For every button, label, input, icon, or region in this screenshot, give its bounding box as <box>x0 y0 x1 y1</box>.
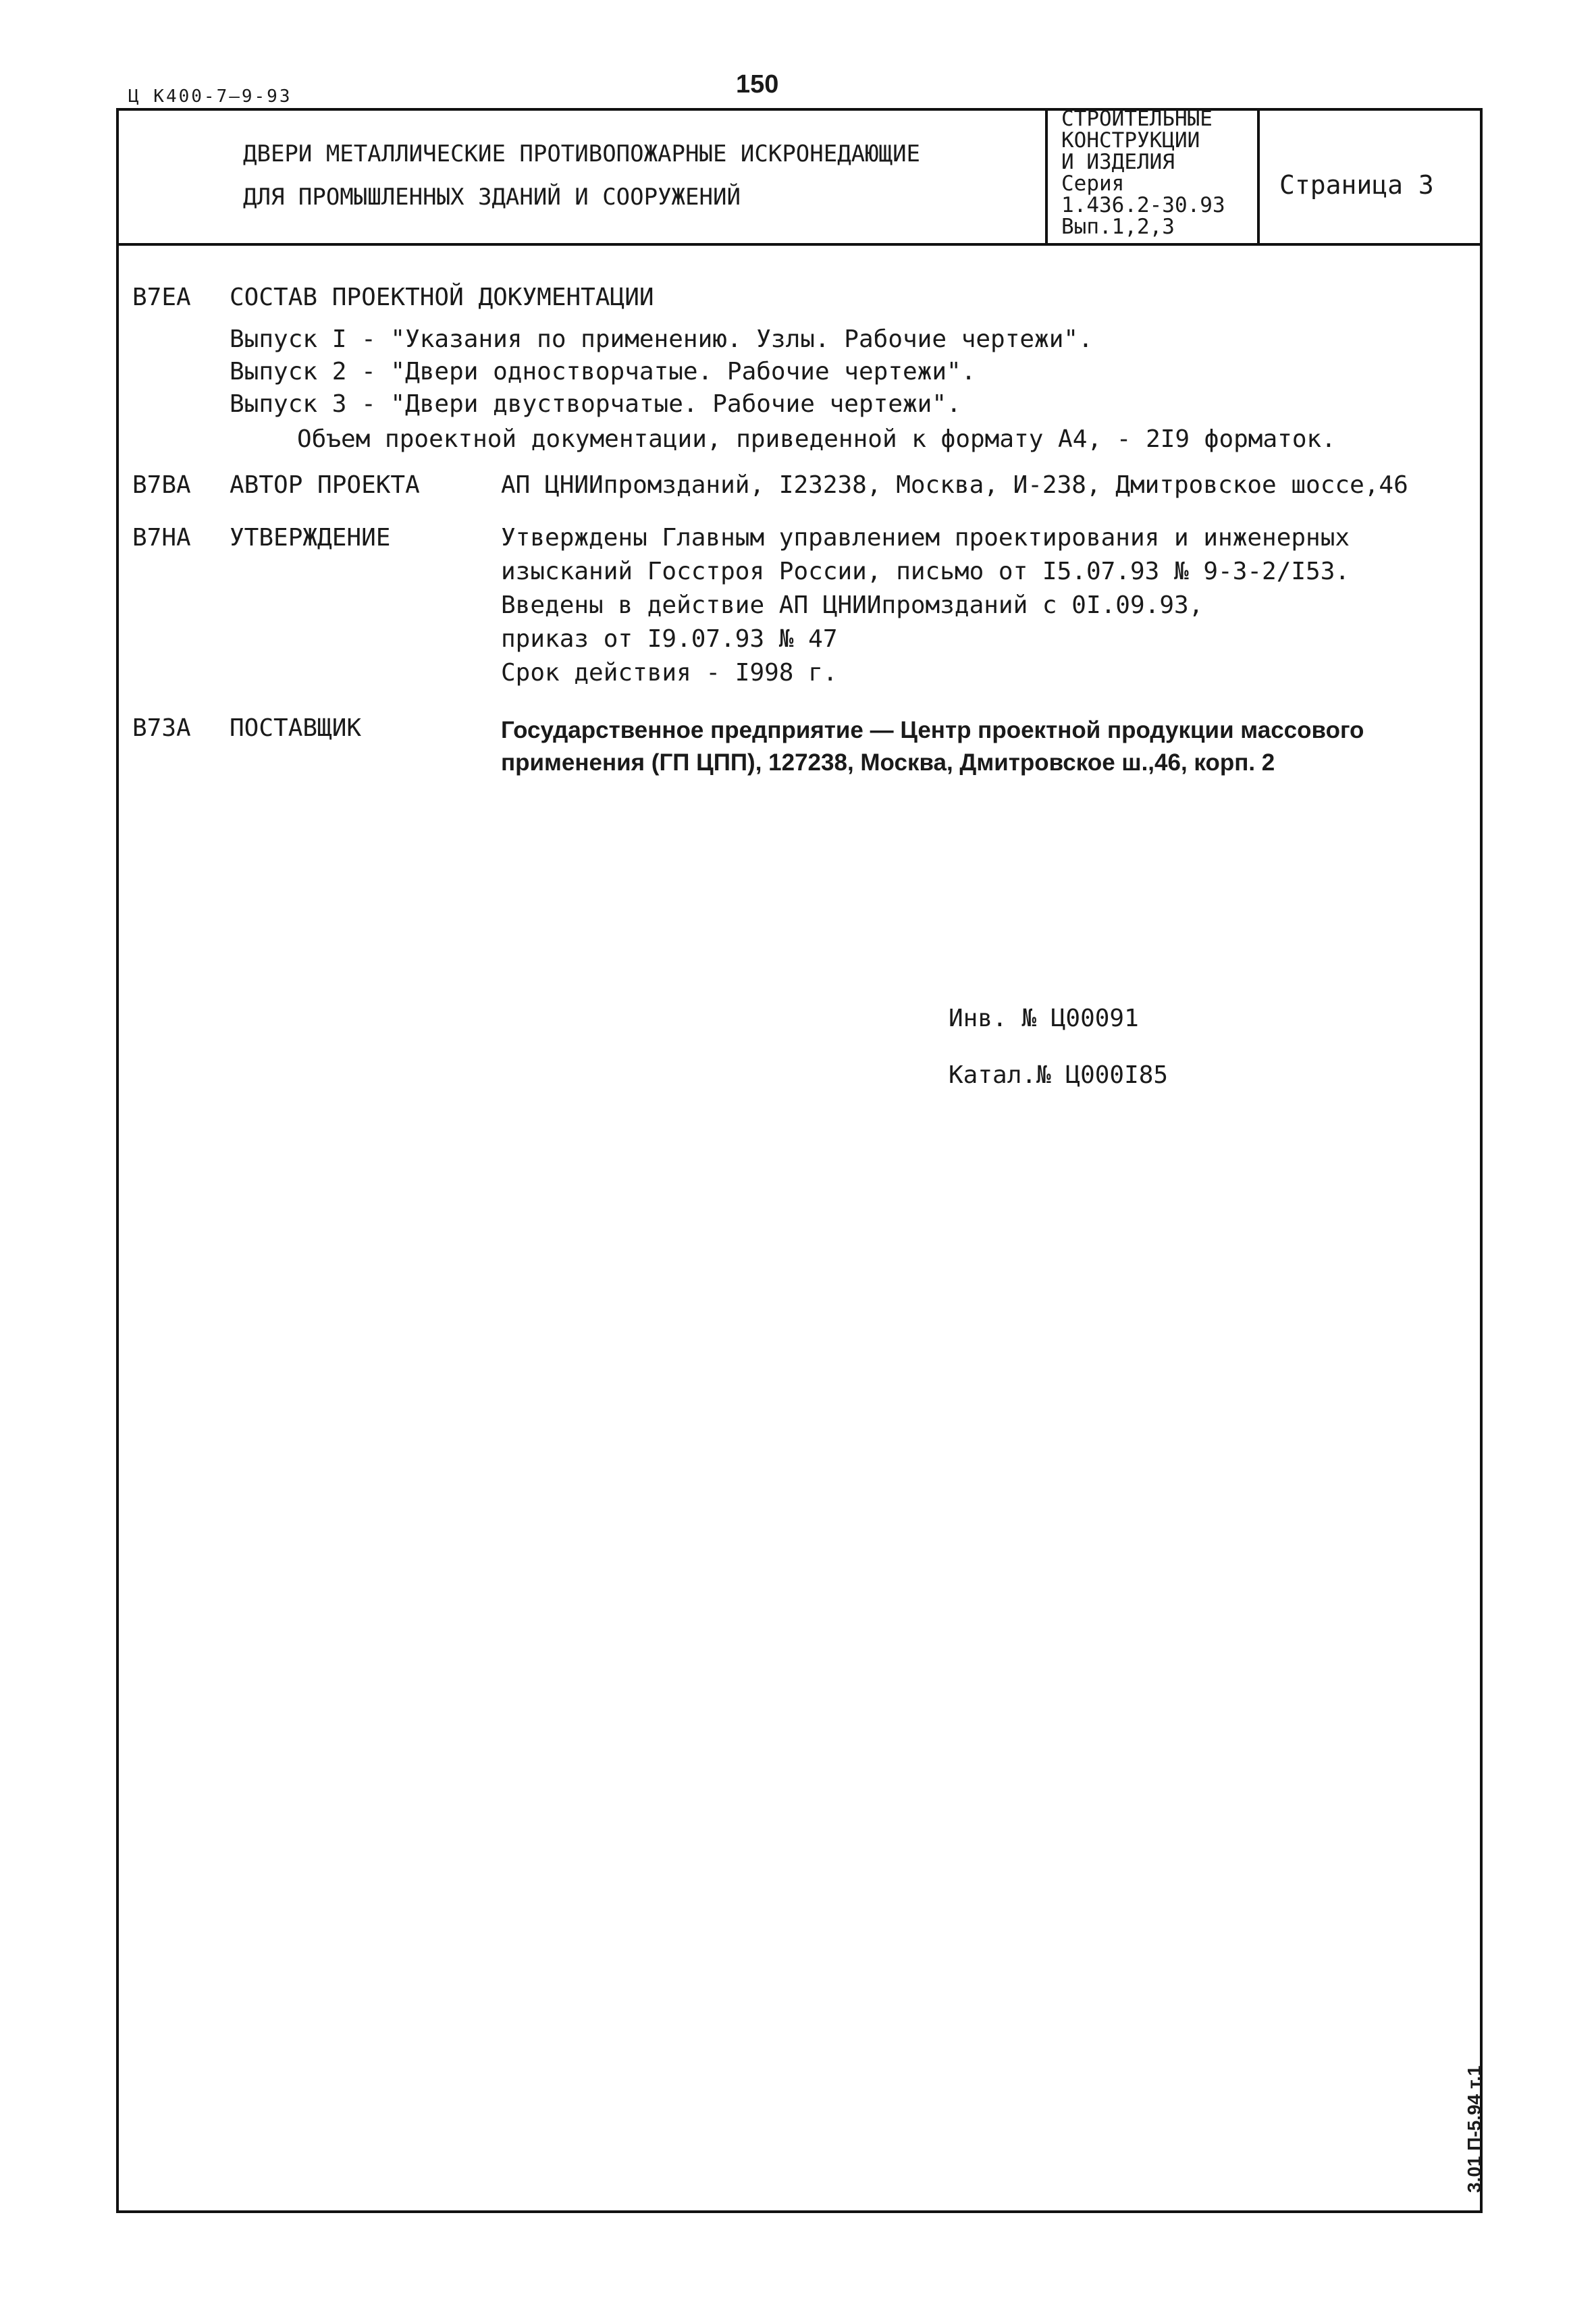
approval-label: УТВЕРЖДЕНИЕ <box>230 524 391 552</box>
title-block <box>116 108 1480 246</box>
author-text: АП ЦНИИпромзданий, I23238, Москва, И-238, Дмитровское шоссе,46 <box>501 471 1408 499</box>
series-line: 1.436.2-30.93 <box>1061 193 1225 217</box>
issue-1: Выпуск I - "Указания по применению. Узлы. Рабочие чертежи". <box>230 325 1093 353</box>
title-divider-2 <box>1257 108 1260 243</box>
page-label: Страница 3 <box>1279 170 1434 200</box>
author-code: В7ВА <box>132 471 191 499</box>
approval-line-4: приказ от I9.07.93 № 47 <box>501 625 838 653</box>
approval-line-1: Утверждены Главным управлением проектирования и инженерных <box>501 524 1350 552</box>
supplier-line-1: Государственное предприятие — Центр проектной продукции массового <box>501 717 1364 743</box>
issue-2: Выпуск 2 - "Двери одностворчатые. Рабочие чертежи". <box>230 358 976 386</box>
composition-code: В7ЕА <box>132 284 191 311</box>
approval-code: В7НА <box>132 524 191 552</box>
side-stamp: 3.01 П-5.94 т.1 <box>1464 2065 1485 2193</box>
series-line: СТРОИТЕЛЬНЫЕ <box>1061 108 1213 131</box>
title-line-2: ДЛЯ ПРОМЫШЛЕННЫХ ЗДАНИЙ И СООРУЖЕНИЙ <box>243 184 741 211</box>
title-divider-1 <box>1045 108 1048 243</box>
supplier-code: В7ЗА <box>132 714 191 742</box>
author-label: АВТОР ПРОЕКТА <box>230 471 420 499</box>
composition-label: СОСТАВ ПРОЕКТНОЙ ДОКУМЕНТАЦИИ <box>230 284 654 311</box>
issue-3: Выпуск 3 - "Двери двустворчатые. Рабочие чертежи". <box>230 390 961 418</box>
inventory-number: Инв. № Ц00091 <box>949 1005 1139 1032</box>
page-frame <box>116 108 1483 2213</box>
supplier-line-2: применения (ГП ЦПП), 127238, Москва, Дмитровское ш.,46, корп. 2 <box>501 749 1275 776</box>
catalog-number: Катал.№ Ц000I85 <box>949 1061 1169 1089</box>
title-line-1: ДВЕРИ МЕТАЛЛИЧЕСКИЕ ПРОТИВОПОЖАРНЫЕ ИСКРОНЕДАЮЩИЕ <box>243 140 921 167</box>
series-line: Серия <box>1061 171 1125 196</box>
supplier-label: ПОСТАВЩИК <box>230 714 362 742</box>
approval-line-5: Срок действия - I998 г. <box>501 659 838 687</box>
series-line: КОНСТРУКЦИИ <box>1061 128 1200 153</box>
series-block <box>1061 108 1257 243</box>
supplier-text <box>501 714 1460 779</box>
series-line: И ИЗДЕЛИЯ <box>1061 150 1175 174</box>
series-line: Вып.1,2,3 <box>1061 215 1175 239</box>
page-number: 150 <box>736 70 779 99</box>
approval-line-2: изысканий Госстроя России, письмо от I5.07.93 № 9-3-2/I53. <box>501 558 1350 585</box>
document-code: Ц К400-7—9-93 <box>128 86 292 107</box>
approval-line-3: Введены в действие АП ЦНИИпромзданий с 0I.09.93, <box>501 591 1204 619</box>
documentation-volume: Объем проектной документации, приведенной к формату А4, - 2I9 форматок. <box>297 425 1336 453</box>
